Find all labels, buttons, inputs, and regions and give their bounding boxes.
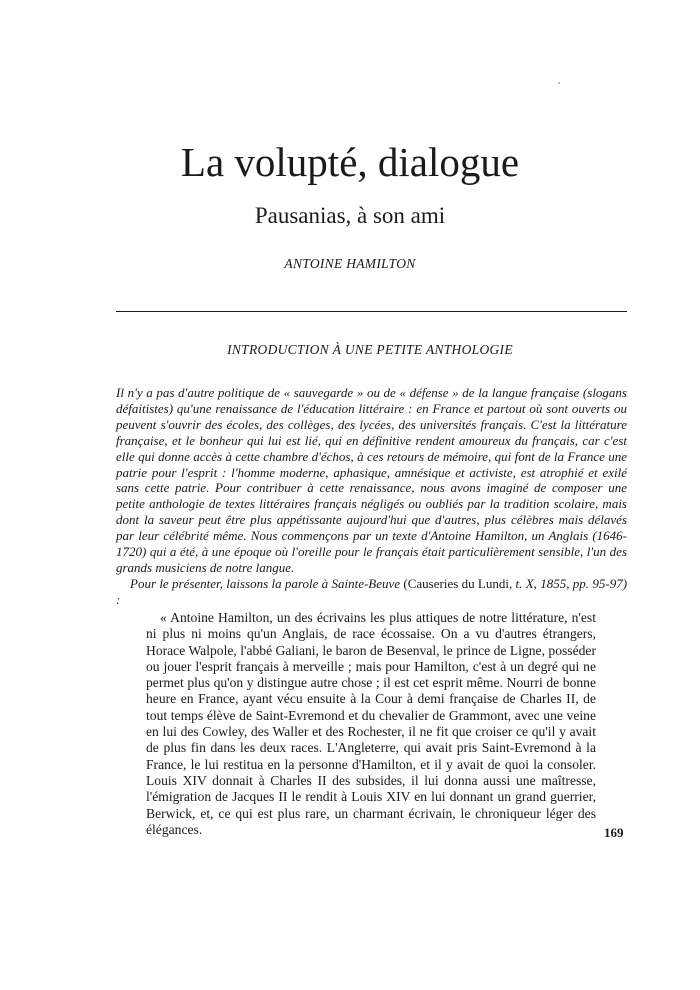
presentation-lead: Pour le présenter, laissons la parole à Sainte-Beuve [130, 575, 401, 591]
author-name: ANTOINE HAMILTON [284, 256, 416, 271]
block-quotation: « Antoine Hamilton, un des écrivains les plus attiques de notre littérature, n'est ni plus ni moins qu'un Anglais, de race écossaise. On a vu d'autres étrangers, Horace Walpole, l'abbé Galiani, le baron de Besenval, le prince de Ligne, posséder ou jouer l'esprit français à merveille ; mais pour Hamilton, c'est à un degré qui ne permet plus qu'on y distingue autre chose ; il est cet esprit même. Nourri de bonne heure en France, ayant vécu ensuite à la Cour à demi française de Charles II, de tout temps élève de Saint-Evremond et du chevalier de Grammont, avec une veine en lui des Cowley, des Waller et des Rochester, il ne fit que croiser ce qu'il y avait de plus fin dans les deux races. L'Angleterre, qui avait pris Saint-Evremond à la France, le lui restitua en la personne d'Hamilton, et il y avait de quoi la consoler. Louis XIV donnait à Charles II des subsides, il lui donna aussi une maîtresse, l'émigration de Jacques II le rendit à Louis XIV en lui donnant un grand guerrier, Berwick, et, ce qui est plus rare, un charmant écrivain, le chroniqueur léger des élégances. [146, 610, 596, 837]
article-title: La volupté, dialogue [180, 139, 520, 185]
horizontal-rule [116, 311, 627, 312]
page-number: 169 [604, 825, 624, 840]
source-reference: t. X, 1855, pp. 95-97) : [116, 575, 628, 607]
section-heading: INTRODUCTION À UNE PETITE ANTHOLOGIE [227, 342, 513, 357]
scan-speck [558, 82, 560, 84]
introduction-text [116, 385, 627, 608]
intro-paragraph: Il n'y a pas d'autre politique de « sauvegarde » ou de « défense » de la langue française (slogans défaitistes) qu'une renaissance de l'éducation littéraire : en France et partout où sont ouverts ou peuvent s'ouvrir des écoles, des collèges, des lycées, des universités français. C'est la littérature française, et le bonheur qui lui est lié, qui en définitive rendent amoureux du français, car c'est elle qui donne accès à cette chambre d'échos, à ces retours de mémoire, qui font de la France une patrie pour l'esprit : l'homme moderne, aphasique, amnésique et activiste, est atrophié et exilé sans cette patrie. Pour contribuer à cette renaissance, nous avons imaginé de composer une petite anthologie de textes littéraires français négligés ou oubliés par la tradition scolaire, mais dont la saveur peut être plus appétissante aujourd'hui que d'autres, plus célèbres mais délavés par leur célébrité même. Nous commençons par un texte d'Antoine Hamilton, un Anglais (1646-1720) qui a été, à une époque où l'oreille pour le français était particulièrement sensible, l'un des grands musiciens de notre langue. [116, 385, 627, 575]
source-title: Causeries du Lundi, [407, 575, 513, 591]
presentation-line: Pour le présenter, laissons la parole à Sainte-Beuve (Causeries du Lundi, t. X, 1855, pp. 95-97) : [116, 575, 628, 607]
article-subtitle: Pausanias, à son ami [254, 203, 446, 228]
